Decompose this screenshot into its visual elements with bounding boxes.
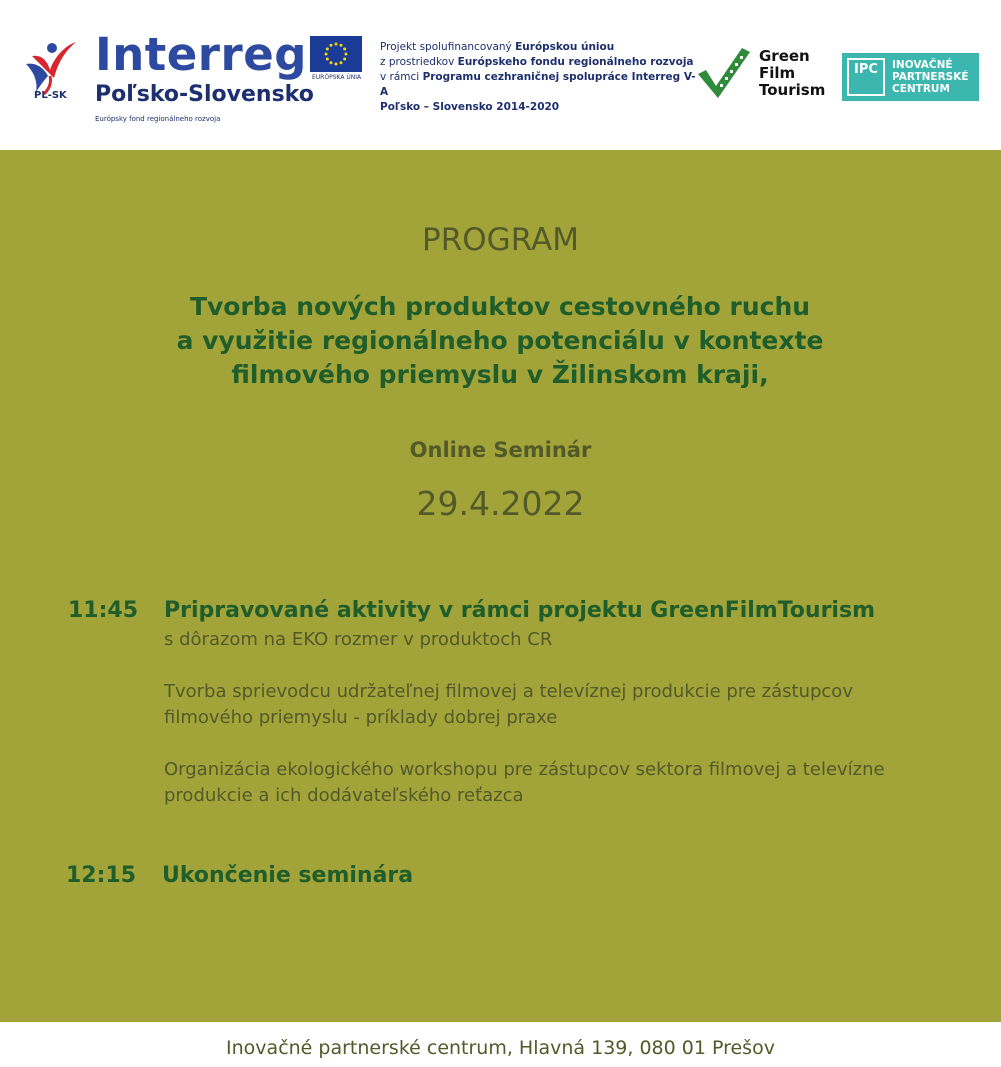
gft-line-tourism: Tourism	[759, 81, 826, 99]
footer-address: Inovačné partnerské centrum, Hlavná 139, 080 01 Prešov	[226, 1037, 775, 1059]
plsk-label: PL-SK	[34, 90, 67, 101]
agenda-title-1: Pripravované aktivity v rámci projektu GreenFilmTourism	[164, 598, 875, 623]
seminar-title-line-3: filmového priemyslu v Žilinskom kraji,	[231, 360, 769, 389]
green-film-tourism-logo-text	[759, 48, 825, 99]
ipc-line-1: INOVAČNÉ	[892, 59, 953, 71]
interreg-fund-label: Európsky fond regionálneho rozvoja	[95, 115, 221, 123]
ipc-line-3: CENTRUM	[892, 83, 950, 95]
agenda-1-line-6: Organizácia ekologického workshopu pre zástupcov sektora filmovej a televízne	[164, 759, 885, 780]
ipc-logo	[842, 53, 979, 101]
seminar-title-line-2: a využitie regionálneho potenciálu v kontexte	[176, 326, 824, 355]
interreg-logo-title: Interreg	[95, 28, 307, 81]
agenda-1-line-1: s dôrazom na EKO rozmer v produktoch CR	[164, 629, 553, 650]
agenda-1-line-3: Tvorba sprievodcu udržateľnej filmovej a televíznej produkcie pre zástupcov	[164, 681, 853, 702]
agenda-title-2: Ukončenie seminára	[162, 863, 414, 888]
agenda-1-spacer-2	[164, 731, 984, 757]
agenda-time-2: 12:15	[66, 863, 137, 888]
seminar-title	[60, 290, 940, 392]
agenda-time-1: 11:45	[68, 598, 139, 623]
agenda-1-line-7: produkcie a ich dodávateľského reťazca	[164, 785, 524, 806]
ipc-line-2: PARTNERSKÉ	[892, 71, 969, 83]
eu-text-line1-a: Projekt spolufinancovaný	[380, 41, 516, 53]
eu-text-line1-b: Európskou úniou	[515, 41, 615, 53]
interreg-logo-subtitle: Poľsko-Slovensko	[95, 82, 314, 107]
ipc-logo-text	[892, 59, 969, 95]
seminar-type: Online Seminár	[409, 438, 592, 462]
header-band	[0, 0, 1001, 150]
eu-text-line3-a: v rámci	[380, 71, 423, 83]
agenda-item-1-description	[164, 627, 984, 809]
agenda-1-spacer-1	[164, 653, 984, 679]
eu-text-line2-a: z prostriedkov	[380, 56, 458, 68]
program-panel	[0, 150, 1001, 1022]
eu-flag-icon	[310, 36, 362, 72]
eu-text-line2-b: Európskeho fondu regionálneho rozvoja	[457, 56, 694, 68]
eu-text-line4: Poľsko – Slovensko 2014-2020	[380, 101, 560, 113]
ipc-logo-box-text: IPC	[854, 62, 878, 77]
seminar-title-line-1: Tvorba nových produktov cestovného ruchu	[189, 292, 811, 321]
program-heading: PROGRAM	[422, 222, 579, 258]
eu-text-line3-b: Programu cezhraničnej spolupráce Interreg V-A	[380, 71, 696, 98]
ipc-logo-box	[847, 58, 885, 96]
eu-label: EURÓPSKA ÚNIA	[312, 74, 362, 81]
gft-line-film: Film	[759, 64, 796, 82]
eu-funding-statement	[380, 40, 700, 115]
gft-line-green: Green	[759, 47, 810, 65]
green-film-tourism-checkmark-icon	[696, 44, 752, 100]
seminar-date: 29.4.2022	[416, 484, 585, 523]
agenda-1-line-4: filmového priemyslu - príklady dobrej praxe	[164, 707, 558, 728]
